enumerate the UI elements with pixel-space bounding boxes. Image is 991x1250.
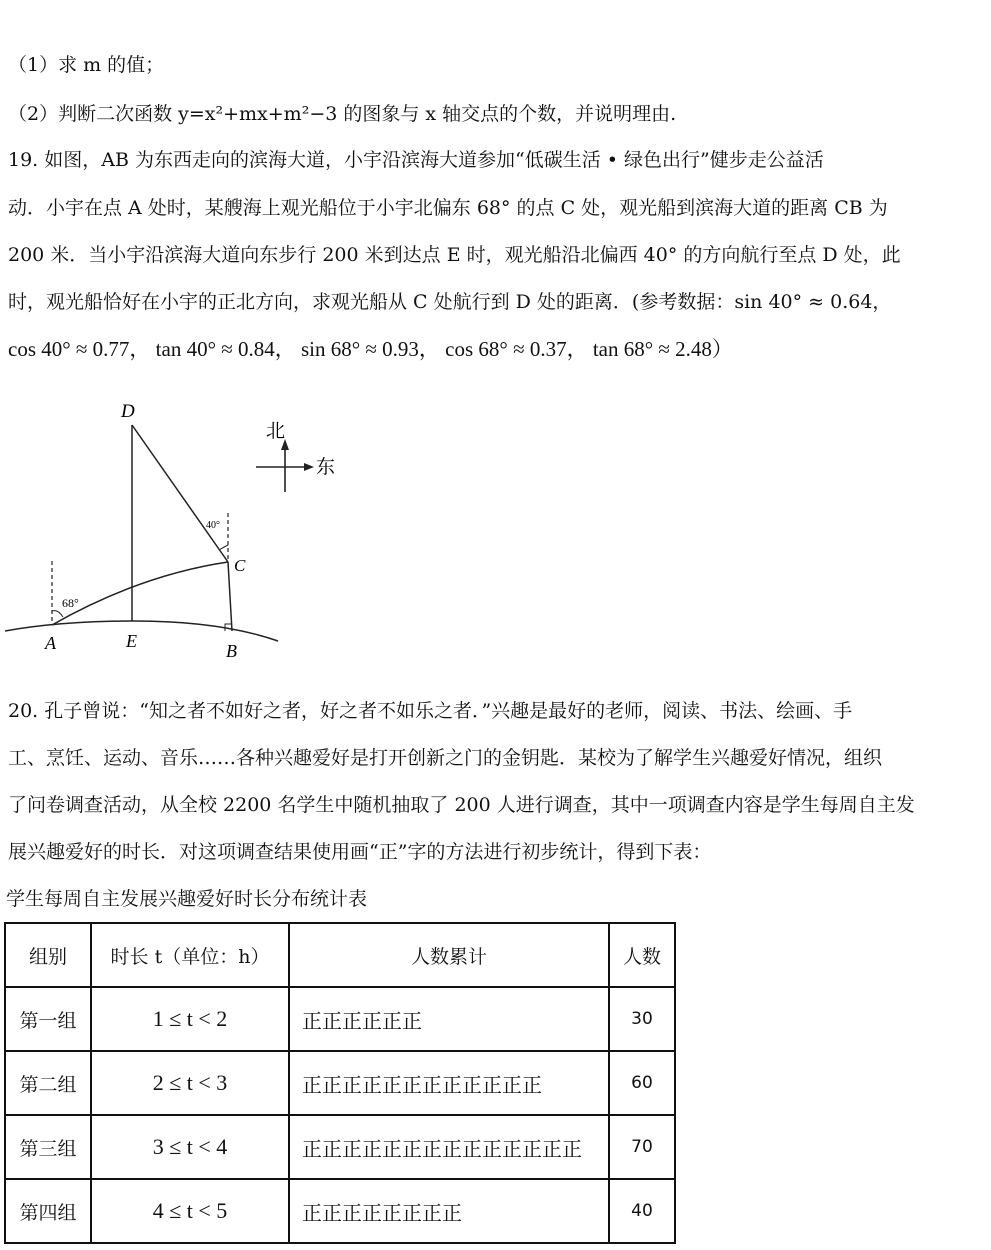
cell-count: 40 [609,1179,675,1243]
table-row [5,987,675,1051]
question-18-part-2: （2）判断二次函数 y=x²+mx+m²−3 的图象与 x 轴交点的个数，并说明理由. [8,103,677,125]
question-20-line-2: 工、烹饪、运动、音乐……各种兴趣爱好是打开创新之门的金钥匙．某校为了解学生兴趣爱好情况，组织 [8,747,883,769]
header-group: 组别 [5,923,91,987]
question-19-line-2: 动．小宇在点 A 处时，某艘海上观光船位于小宇北偏东 68° 的点 C 处，观光船到滨海大道的距离 CB 为 [8,197,888,219]
table-title: 学生每周自主发展兴趣爱好时长分布统计表 [6,888,368,910]
table-row [5,1115,675,1179]
geometry-figure [0,395,400,665]
question-19-line-1: 19. 如图，AB 为东西走向的滨海大道，小宇沿滨海大道参加“低碳生活 • 绿色出行”健步走公益活 [8,149,824,171]
header-duration: 时长 t（单位：h） [91,923,289,987]
question-20-line-3: 了问卷调查活动，从全校 2200 名学生中随机抽取了 200 人进行调查，其中一项调查内容是学生每周自主发 [8,794,915,816]
cell-range: 3 ≤ t < 4 [91,1115,289,1179]
cell-tally: 正正正正正正正正正正正正 [289,1051,609,1115]
cell-tally: 正正正正正正正正正正正正正正 [289,1115,609,1179]
angle-label-68: 68° [62,596,79,610]
table-row [5,1179,675,1243]
compass-north-label: 北 [266,421,286,442]
compass-east-label: 东 [316,457,336,478]
cell-range: 2 ≤ t < 3 [91,1051,289,1115]
cell-range: 1 ≤ t < 2 [91,987,289,1051]
question-19-line-3: 200 米．当小宇沿滨海大道向东步行 200 米到达点 E 时，观光船沿北偏西 40° 的方向航行至点 D 处，此 [8,244,901,266]
segment-CB [228,562,232,631]
question-19-line-4: 时，观光船恰好在小宇的正北方向，求观光船从 C 处航行到 D 处的距离．(参考数据：sin 40° ≈ 0.64， [8,291,892,313]
question-18-part-1: （1）求 m 的值； [8,54,165,76]
cell-group: 第三组 [5,1115,91,1179]
cell-count: 60 [609,1051,675,1115]
reference-data-line: cos 40° ≈ 0.77， tan 40° ≈ 0.84， sin 68° ≈ 0.93， cos 68° ≈ 0.37， tan 68° ≈ 2.48） [8,337,733,361]
angle-label-40: 40° [206,520,220,531]
table-row [5,1051,675,1115]
label-D: D [121,401,135,422]
cell-range: 4 ≤ t < 5 [91,1179,289,1243]
header-count: 人数 [609,923,675,987]
cell-group: 第二组 [5,1051,91,1115]
cell-group: 第四组 [5,1179,91,1243]
compass-east-arrow [304,463,314,471]
cell-group: 第一组 [5,987,91,1051]
segment-DC [132,425,228,562]
question-20-line-4: 展兴趣爱好的时长．对这项调查结果使用画“正”字的方法进行初步统计，得到下表： [8,841,712,863]
cell-tally: 正正正正正正 [289,987,609,1051]
question-20-line-1: 20. 孔子曾说：“知之者不如好之者，好之者不如乐之者．”兴趣是最好的老师，阅读、书法、绘画、手 [8,700,853,722]
stats-table [4,922,676,1244]
cell-tally: 正正正正正正正正 [289,1179,609,1243]
angle-arc-C [219,545,228,550]
cell-count: 30 [609,987,675,1051]
label-A: A [45,633,56,653]
angle-arc-A [52,611,63,617]
label-B: B [226,641,237,661]
header-tally: 人数累计 [289,923,609,987]
label-C: C [234,556,246,575]
segment-AC [52,562,228,625]
label-E: E [126,631,137,651]
table-header-row [5,923,675,987]
cell-count: 70 [609,1115,675,1179]
